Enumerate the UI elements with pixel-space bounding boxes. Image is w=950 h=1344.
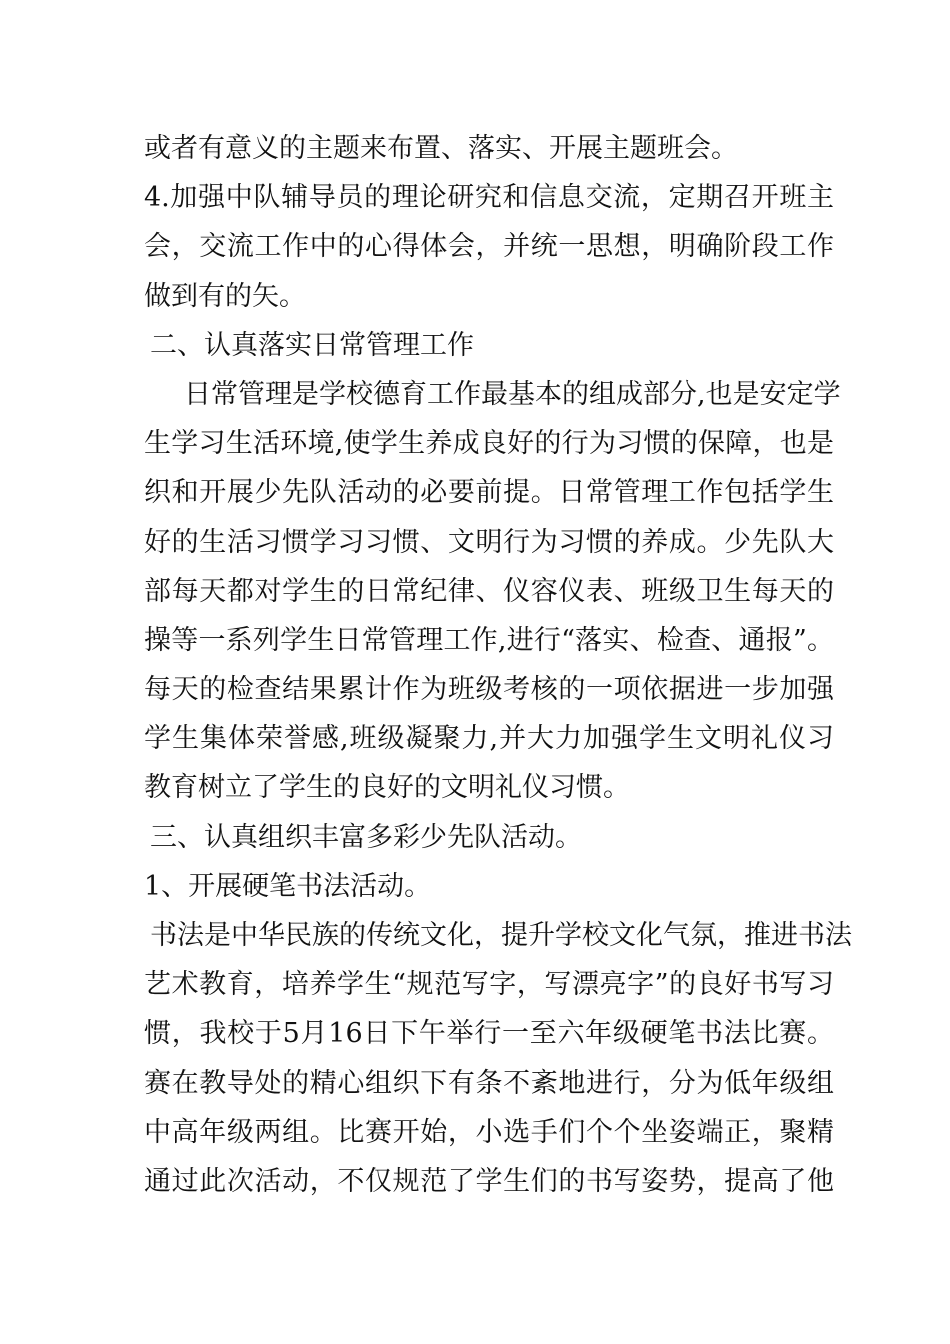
text-line: 或者有意义的主题来布置、落实、开展主题班会。 (144, 133, 738, 164)
text-line: 每天的检查结果累计作为班级考核的一项依据进一步加强 (144, 674, 834, 706)
text-line: 4.加强中队辅导员的理论研究和信息交流，定期召开班主 (144, 182, 834, 214)
document-body (144, 124, 852, 1206)
text-line: 织和开展少先队活动的必要前提。日常管理工作包括学生 (144, 477, 834, 509)
subsection-heading: 1、开展硬笔书法活动。 (144, 870, 432, 902)
text-line: 学生集体荣誉感,班级凝聚力,并大力加强学生文明礼仪习 (144, 723, 834, 755)
text-line: 生学习生活环境,使学生养成良好的行为习惯的保障，也是 (144, 428, 834, 460)
text-line: 做到有的矢。 (144, 280, 306, 312)
text-line: 赛在教导处的精心组织下有条不紊地进行，分为低年级组 (144, 1067, 834, 1099)
text-line: 惯，我校于5月16日下午举行一至六年级硬笔书法比赛。 (144, 1018, 834, 1050)
text-line: 操等一系列学生日常管理工作,进行“落实、检查、通报”。 (144, 624, 834, 656)
text-line: 好的生活习惯学习习惯、文明行为习惯的养成。少先队大 (144, 526, 834, 558)
text-line: 会，交流工作中的心得体会，并统一思想，明确阶段工作 (144, 231, 834, 263)
section-heading: 二、认真落实日常管理工作 (150, 329, 474, 361)
text-line: 书法是中华民族的传统文化，提升学校文化气氛，推进书法 (150, 920, 852, 951)
section-heading: 三、认真组织丰富多彩少先队活动。 (150, 821, 582, 853)
text-line: 教育树立了学生的良好的文明礼仪习惯。 (144, 772, 630, 804)
text-line: 艺术教育，培养学生“规范写字，写漂亮字”的良好书写习 (144, 969, 834, 1001)
text-line: 中高年级两组。比赛开始，小选手们个个坐姿端正，聚精 (144, 1116, 834, 1148)
text-line: 通过此次活动，不仅规范了学生们的书写姿势，提高了他 (144, 1165, 834, 1197)
text-line: 部每天都对学生的日常纪律、仪容仪表、班级卫生每天的 (144, 575, 834, 607)
text-line: 日常管理是学校德育工作最基本的组成部分,也是安定学 (184, 378, 841, 410)
